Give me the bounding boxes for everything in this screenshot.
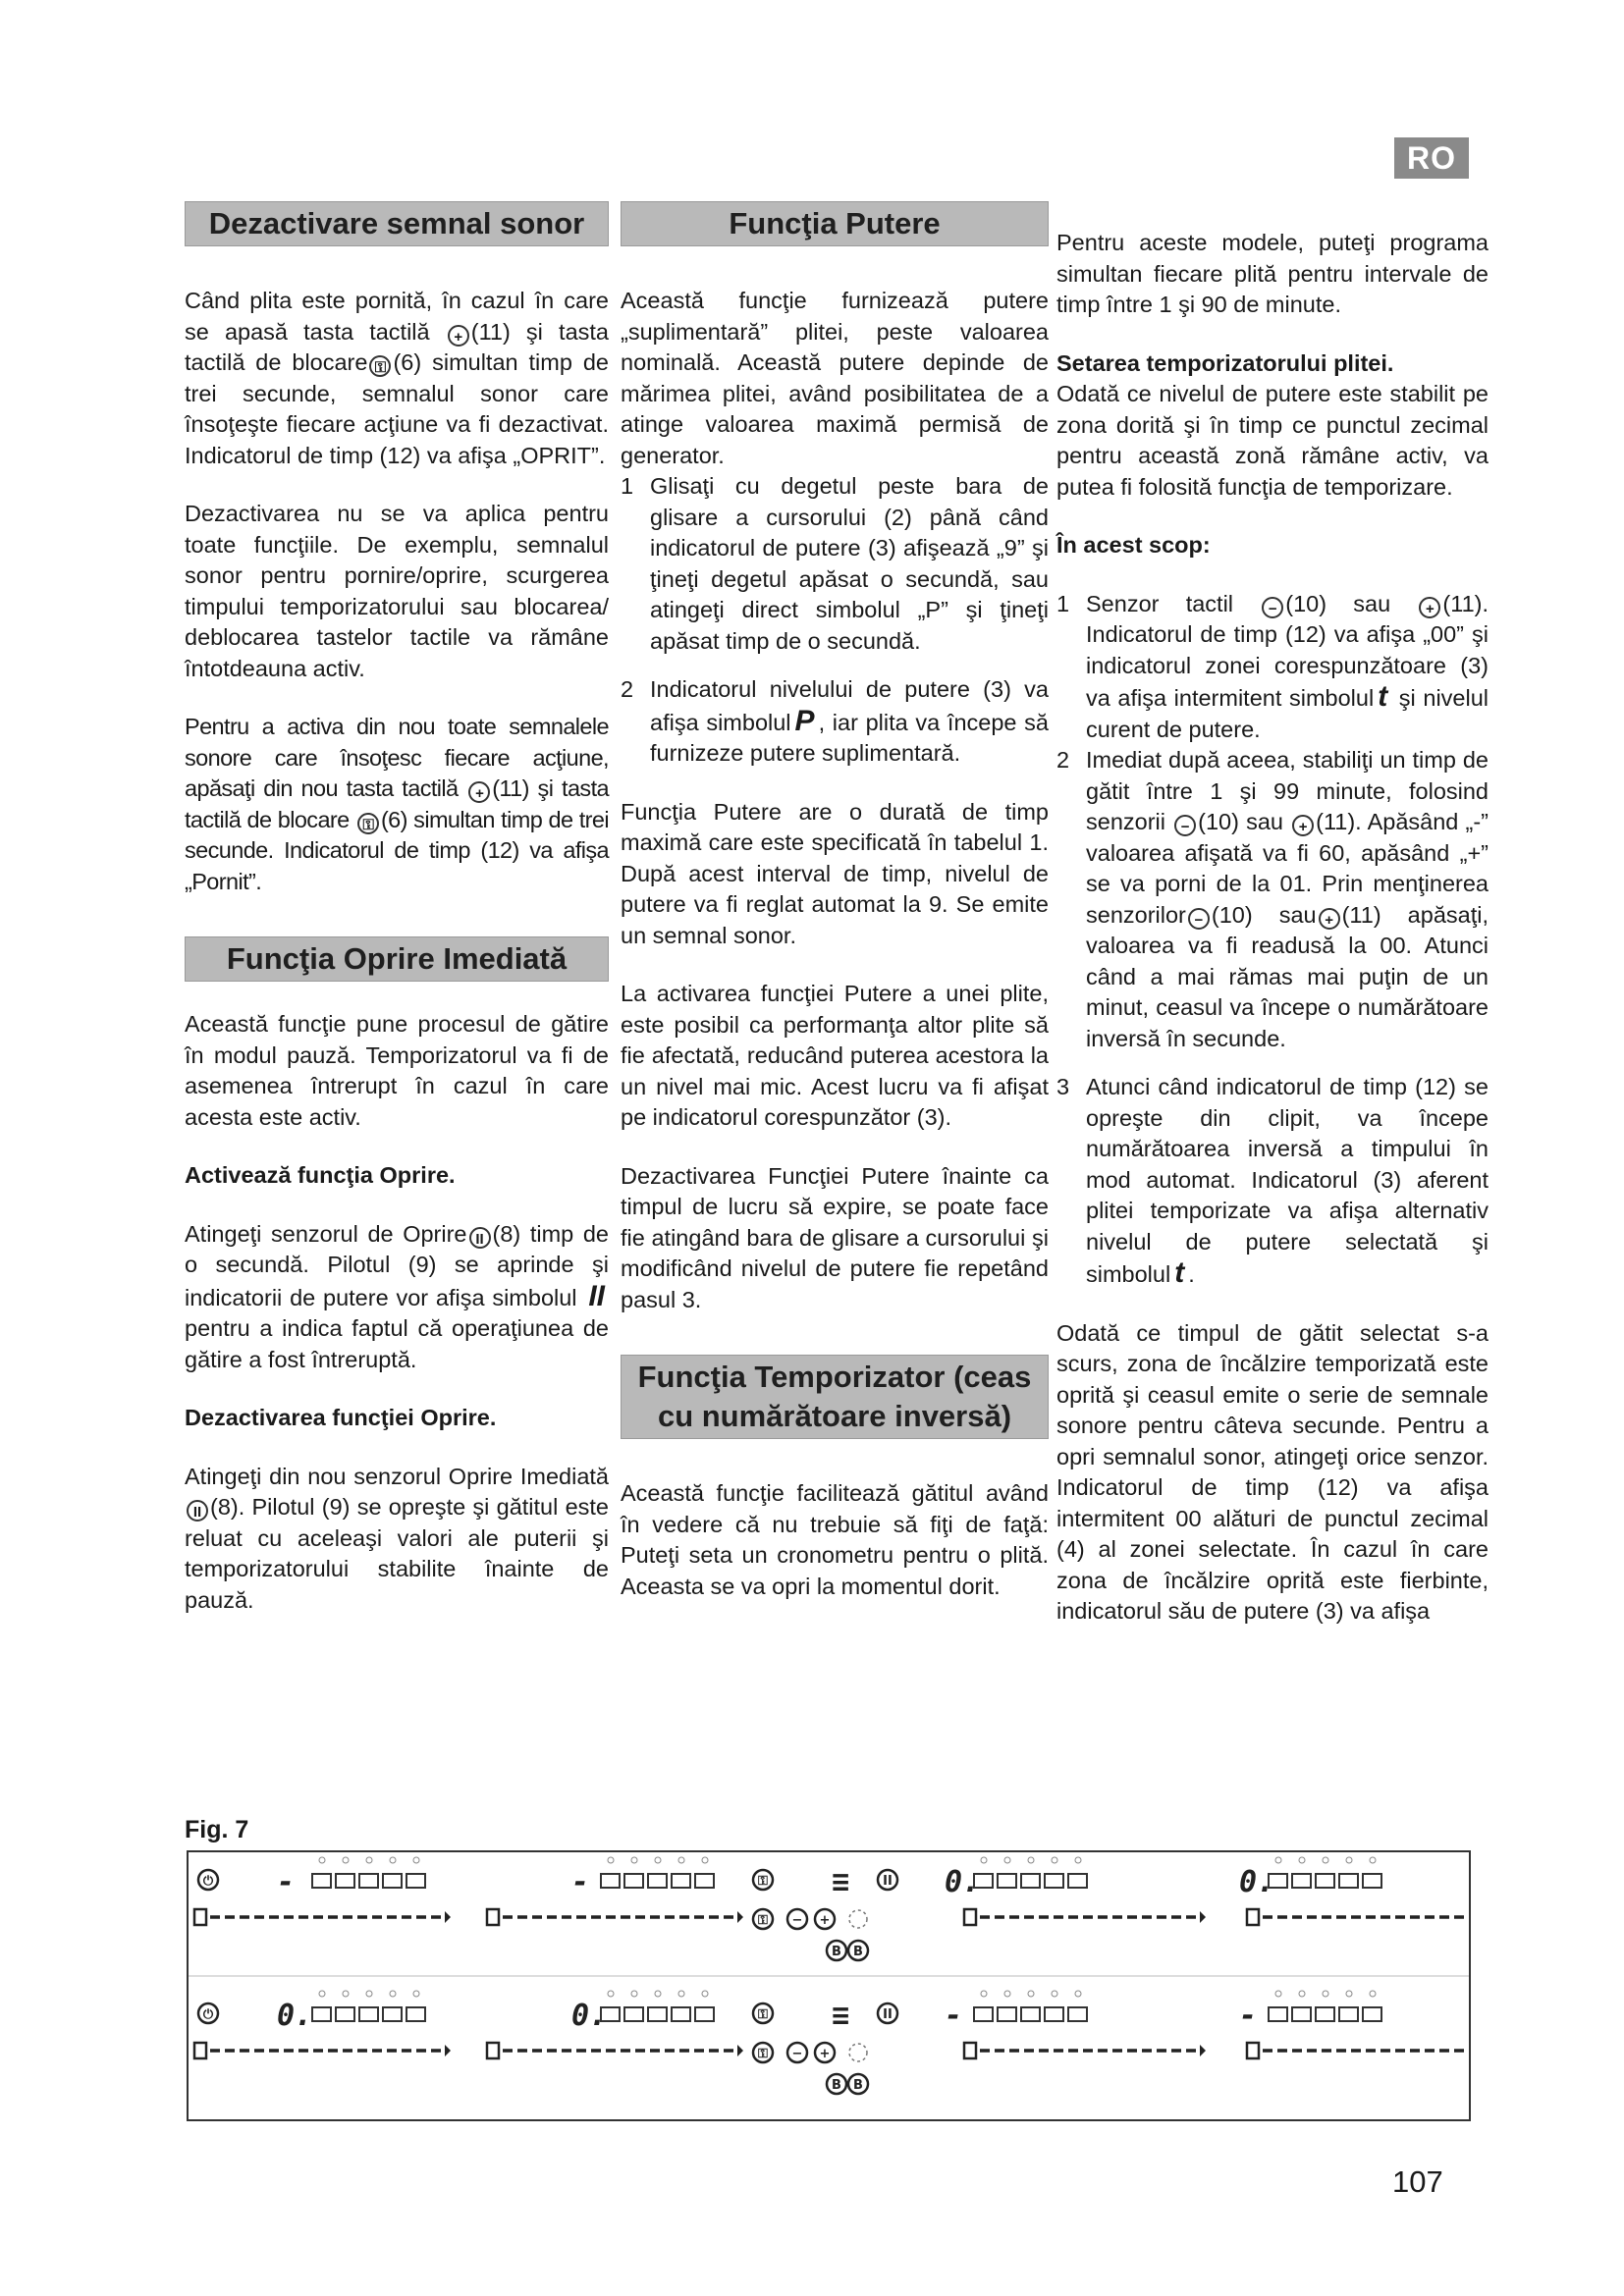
boost-icon-glyph: B [832, 1945, 841, 1959]
plus-icon-glyph: + [819, 2047, 831, 2061]
zone-display: - [277, 1865, 296, 1899]
segment-box [1363, 1874, 1381, 1888]
led-dot [319, 1991, 325, 1997]
list-item: 1 Glisaţi cu degetul peste bara de glisare a cursorului (2) până când indicatorul de putere (3) afişează „9” şi ţineţi degetul apăsat o secundă, sau atingeţi direct simbolul „P” şi ţineţi apăsat timp de o secundă. [621, 473, 1049, 654]
slider-start-icon [1247, 1909, 1259, 1925]
led-dot [678, 1991, 684, 1997]
led-dot [1028, 1857, 1034, 1863]
led-dot [343, 1991, 349, 1997]
slider-start-icon [964, 2043, 976, 2058]
segment-box [695, 1874, 714, 1888]
language-badge: RO [1394, 137, 1469, 179]
zone-display: - [1239, 1999, 1258, 2033]
led-dot [319, 1857, 325, 1863]
page-number: 107 [1392, 2164, 1443, 2199]
segment-box [1339, 1874, 1358, 1888]
led-dot [1299, 1991, 1305, 1997]
paragraph: Pentru a activa din nou toate semnalele sonore care însoţesc fiecare acţiune, apăsaţi din nou tasta tactilă + (11) şi tasta tactilă de blocare ⚿ (6) simultan timp de trei secunde. Indicatorul de timp (12) va afişa „Pornit”. [185, 714, 609, 894]
led-dot [1323, 1991, 1328, 1997]
paragraph: La activarea funcţiei Putere a unei plite, este posibil ca performanţa altor plite să fie afectată, reducând puterea acestora la un nivel mai mic. Acest lucru va fi afişat pe indicatorul corespunzător (3). [621, 981, 1049, 1130]
led-dot [1346, 1857, 1352, 1863]
subheading: Dezactivarea funcţiei Oprire. [185, 1405, 497, 1430]
zone-display: 0. [571, 1999, 608, 2033]
led-dot [390, 1857, 396, 1863]
segment-box [1316, 2007, 1334, 2021]
led-dot [1346, 1991, 1352, 1997]
lock-icon-glyph: ⚿ [758, 2007, 768, 2022]
segment-box [695, 2007, 714, 2021]
column-right [1056, 228, 1489, 1628]
paragraph: Dezactivarea nu se va aplica pentru toate funcţiile. De exemplu, semnalul sonor pentru pornire/oprire, scurgerea timpului temporizatorului sau blocarea/ deblocarea tastelor tactile va rămâne întotdeauna activ. [185, 501, 609, 681]
segment-box [1021, 1874, 1040, 1888]
pause-symbol: II [588, 1279, 605, 1312]
led-dot [608, 1991, 614, 1997]
led-dot [1052, 1991, 1057, 1997]
segment-box [672, 2007, 690, 2021]
section-title-power-function: Funcţia Putere [621, 201, 1049, 246]
slider-end-arrow [1200, 1911, 1206, 1923]
column-middle [621, 201, 1049, 1602]
led-dot [631, 1991, 637, 1997]
lock-icon-glyph: ⚿ [758, 1874, 768, 1889]
paragraph: Odată ce timpul de gătit selectat s-a scurs, zona de încălzire temporizată este oprită şi ceasul emite o serie de semnale sonore pentru câteva secunde. Pentru a opri semnalul sonor, atingeţi orice senzor. Indicatorul de timp (12) va afişa intermitent 00 alături de punctul zecimal (4) al zonei selectate. În cazul în care zona de încălzire oprită este fierbinte, indicatorul său de putere (3) va afişa [1056, 1319, 1489, 1624]
segment-box [336, 2007, 354, 2021]
led-dot [678, 1857, 684, 1863]
list-item: 3 Atunci când indicatorul de timp (12) se opreşte din clipit, va începe numărătoarea inversă a timpului în mod automat. Indicatorul (3) aferent plitei temporizate va afişa alternativ nivelul de putere selectată şi simbolul t . [1056, 1074, 1489, 1289]
pause-icon-glyph: II [883, 1874, 893, 1889]
segment-box [1363, 2007, 1381, 2021]
led-dot [1323, 1857, 1328, 1863]
led-dot [1004, 1991, 1010, 1997]
pause-icon: II [187, 1500, 208, 1522]
segment-box [312, 2007, 331, 2021]
slider-end-arrow [445, 1911, 451, 1923]
boost-icon-glyph: B [832, 2078, 841, 2093]
minus-icon-glyph: − [791, 2047, 803, 2061]
minus-icon: − [1188, 908, 1210, 930]
subheading: Setarea temporizatorului plitei. [1056, 349, 1394, 376]
zone-display: - [945, 1999, 963, 2033]
indicator-light [849, 1910, 867, 1928]
paragraph: Dezactivarea Funcţiei Putere înainte ca timpul de lucru să expire, se poate face fie atingând bara de glisare a cursorului şi modificând nivelul de putere fie repetând pasul 3. [621, 1162, 1049, 1312]
lock-icon: ⚿ [357, 813, 379, 834]
segment-box [1316, 1874, 1334, 1888]
paragraph: Atingeţi din nou senzorul Oprire Imediată II (8). Pilotul (9) se opreşte şi gătitul este reluat cu aceleaşi valori ale puterii şi temporizatorului stabilite înainte de pauză. [185, 1463, 609, 1613]
paragraph: Odată ce nivelul de putere este stabilit pe zona dorită şi în timp ce punctul zecimal pentru această zonă rămâne activ, va putea fi folosită funcţia de temporizare. [1056, 381, 1489, 500]
slider-start-icon [487, 2043, 499, 2058]
paragraph: Atingeţi senzorul de Oprire II (8) timp de o secundă. Pilotul (9) se aprinde şi indicatorii de putere vor afişa simbolul II pentru a indica faptul că operaţiunea de gătire a fost întreruptă. [185, 1220, 609, 1372]
boost-icon-glyph: B [853, 1945, 863, 1959]
segment-box [1021, 2007, 1040, 2021]
slider-start-icon [194, 2043, 206, 2058]
minus-icon: − [1262, 597, 1283, 618]
boost-icon-glyph: B [853, 2078, 863, 2093]
led-dot [413, 1991, 419, 1997]
segment-box [1292, 1874, 1311, 1888]
slider-start-icon [964, 1909, 976, 1925]
segment-box [998, 2007, 1016, 2021]
paragraph: Funcţia Putere are o durată de timp maximă care este specificată în tabelul 1. După acest interval de timp, nivelul de putere va fi reglat automat la 9. Se emite un semnal sonor. [621, 798, 1049, 948]
led-dot [1370, 1991, 1376, 1997]
section-title-timer-function: Funcţia Temporizator (ceas cu numărătoare inversă) [621, 1355, 1049, 1439]
led-dot [702, 1857, 708, 1863]
led-dot [1004, 1857, 1010, 1863]
power-boost-symbol: P [794, 704, 815, 737]
led-dot [1370, 1857, 1376, 1863]
zone-display: - [571, 1865, 590, 1899]
list-item: 2 Imediat după aceea, stabiliţi un timp de gătit între 1 şi 99 minute, folosind senzorii − (10) sau + (11). Apăsând „-” valoarea afişată va fi 60, apăsând „+” se va porni de la 01. Prin menţinerea senzorilor − (10) sau + (11) apăsaţi, valoarea va fi readusă la 00. Atunci când a mai rămas mai puţin de un minut, ceasul va începe o numărătoare inversă în secunde. [1056, 747, 1489, 1051]
timer-display: ≡ [832, 1999, 850, 2033]
section-title-immediate-stop: Funcţia Oprire Imediată [185, 936, 609, 982]
column-left [185, 201, 609, 1616]
section-title-sound-deactivation: Dezactivare semnal sonor [185, 201, 609, 246]
slider-start-icon [487, 1909, 499, 1925]
power-on-off-icon-glyph: ⏻ [202, 2007, 214, 2022]
led-dot [366, 1857, 372, 1863]
segment-box [672, 1874, 690, 1888]
zone-display: 0. [277, 1999, 313, 2033]
list-item: 2 Indicatorul nivelului de putere (3) va afişa simbolul P , iar plita va începe să furnizeze putere suplimentară. [621, 676, 1049, 766]
led-dot [702, 1991, 708, 1997]
paragraph: Această funcţie facilitează gătitul având în vedere că nu trebuie să fiţi de faţă: Puteţi seta un cronometru pentru o plită. Aceasta se va opri la momentul dorit. [621, 1480, 1049, 1599]
segment-box [1045, 2007, 1063, 2021]
led-dot [390, 1991, 396, 1997]
zone-display: 0. [945, 1865, 981, 1899]
lock-key-icon-glyph: ⚿ [758, 2047, 768, 2061]
segment-box [974, 2007, 993, 2021]
paragraph: Pentru aceste modele, puteţi programa simultan fiecare plită pentru intervale de timp între 1 şi 90 de minute. [1056, 230, 1489, 317]
segment-box [336, 1874, 354, 1888]
plus-icon: + [1292, 815, 1314, 836]
slider-end-arrow [737, 1911, 743, 1923]
segment-box [1068, 2007, 1087, 2021]
segment-box [648, 2007, 667, 2021]
timer-display: ≡ [832, 1865, 850, 1899]
led-dot [1052, 1857, 1057, 1863]
led-dot [981, 1991, 987, 1997]
segment-box [359, 1874, 378, 1888]
segment-box [624, 1874, 643, 1888]
segment-box [1269, 2007, 1287, 2021]
segment-box [624, 2007, 643, 2021]
segment-box [359, 2007, 378, 2021]
segment-box [1339, 2007, 1358, 2021]
led-dot [413, 1857, 419, 1863]
lock-icon: ⚿ [369, 355, 391, 377]
slider-end-arrow [445, 2045, 451, 2056]
segment-box [601, 1874, 620, 1888]
indicator-light [849, 2044, 867, 2061]
figure-control-panel [187, 1850, 1471, 2121]
lock-key-icon-glyph: ⚿ [758, 1913, 768, 1928]
slider-start-icon [194, 1909, 206, 1925]
minus-icon: − [1174, 815, 1196, 836]
zone-display: 0. [1239, 1865, 1275, 1899]
segment-box [1292, 2007, 1311, 2021]
pause-icon-glyph: II [883, 2007, 893, 2022]
led-dot [655, 1857, 661, 1863]
led-dot [1075, 1991, 1081, 1997]
led-dot [655, 1991, 661, 1997]
led-dot [608, 1857, 614, 1863]
list-item: 1 Senzor tactil − (10) sau + (11). Indicatorul de timp (12) va afişa „00” şi indicatorul zonei corespunzătoare (3) va afişa intermitent simbolul t şi nivelul curent de putere. [1056, 590, 1489, 742]
led-dot [1028, 1991, 1034, 1997]
slider-end-arrow [1200, 2045, 1206, 2056]
plus-icon: + [1319, 908, 1340, 930]
segment-box [1068, 1874, 1087, 1888]
led-dot [1299, 1857, 1305, 1863]
paragraph: Când plita este pornită, în cazul în care se apasă tasta tactilă + (11) şi tasta tactilă de blocare ⚿ (6) simultan timp de trei secunde, semnalul sonor care însoţeşte fiecare acţiune va fi dezactivat. Indicatorul de timp (12) va afişa „OPRIT”. [185, 288, 609, 468]
paragraph: Această funcţie pune procesul de gătire în modul pauză. Temporizatorul va fi de asemenea întrerupt în cazul în care acesta este activ. [185, 1011, 609, 1130]
segment-box [998, 1874, 1016, 1888]
figure-label: Fig. 7 [185, 1816, 249, 1843]
pause-icon: II [469, 1227, 491, 1249]
led-dot [1075, 1857, 1081, 1863]
paragraph: Această funcţie furnizează putere „suplimentară” plitei, peste valoarea nominală. Această putere depinde de mărimea plitei, având posibilitatea de a atinge valoarea maximă permisă de generator. [621, 288, 1049, 468]
subheading: Activează funcţia Oprire. [185, 1162, 456, 1188]
plus-icon-glyph: + [819, 1913, 831, 1928]
timer-symbol: t [1378, 680, 1388, 713]
plus-icon: + [468, 781, 490, 803]
plus-icon: + [448, 325, 469, 347]
slider-start-icon [1247, 2043, 1259, 2058]
segment-box [383, 1874, 402, 1888]
led-dot [981, 1857, 987, 1863]
led-dot [1275, 1857, 1281, 1863]
power-on-off-icon-glyph: ⏻ [202, 1874, 214, 1889]
control-panel-diagram [189, 1852, 1469, 2119]
segment-box [1045, 1874, 1063, 1888]
segment-box [312, 1874, 331, 1888]
segment-box [383, 2007, 402, 2021]
led-dot [1275, 1991, 1281, 1997]
segment-box [406, 2007, 425, 2021]
subheading: În acest scop: [1056, 532, 1211, 558]
segment-box [406, 1874, 425, 1888]
led-dot [366, 1991, 372, 1997]
slider-end-arrow [737, 2045, 743, 2056]
plus-icon: + [1419, 597, 1440, 618]
segment-box [648, 1874, 667, 1888]
timer-symbol: t [1174, 1256, 1185, 1289]
led-dot [631, 1857, 637, 1863]
led-dot [343, 1857, 349, 1863]
minus-icon-glyph: − [791, 1913, 803, 1928]
